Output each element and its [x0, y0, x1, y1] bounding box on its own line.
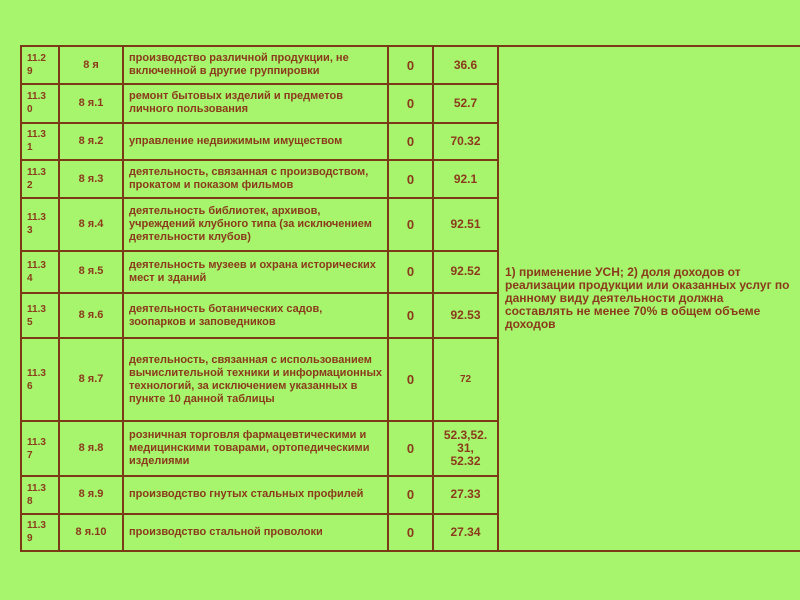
row-zero: 0 [388, 123, 433, 160]
row-okved-code: 36.6 [433, 46, 498, 84]
row-zero: 0 [388, 160, 433, 198]
row-okved-code: 92.1 [433, 160, 498, 198]
row-reference: 8 я.1 [59, 84, 123, 122]
row-description: управление недвижимым имуществом [123, 123, 388, 160]
row-reference: 8 я.2 [59, 123, 123, 160]
table-row [21, 46, 800, 84]
row-description: производство гнутых стальных профилей [123, 476, 388, 513]
row-code: 11.3 5 [21, 293, 59, 338]
row-code: 11.3 1 [21, 123, 59, 160]
row-zero: 0 [388, 293, 433, 338]
row-okved-code: 27.34 [433, 514, 498, 551]
row-description: розничная торговля фармацевтическими и медицинскими товарами, ортопедическими изделиями [123, 421, 388, 476]
row-reference: 8 я.9 [59, 476, 123, 513]
row-reference: 8 я.3 [59, 160, 123, 198]
conditions-cell: 1) применение УСН; 2) доля доходов от реализации продукции или оказанных услуг по данному виду деятельности должна составлять не менее 70% в общем объеме доходов [498, 46, 800, 551]
row-description: деятельность библиотек, архивов, учреждений клубного типа (за исключением деятельности клубов) [123, 198, 388, 250]
row-okved-code: 92.51 [433, 198, 498, 250]
row-zero: 0 [388, 514, 433, 551]
row-code: 11.3 0 [21, 84, 59, 122]
row-zero: 0 [388, 198, 433, 250]
activity-table-container [20, 45, 800, 552]
row-reference: 8 я.10 [59, 514, 123, 551]
row-okved-code: 27.33 [433, 476, 498, 513]
row-description: деятельность ботанических садов, зоопарков и заповедников [123, 293, 388, 338]
row-code: 11.2 9 [21, 46, 59, 84]
row-code: 11.3 8 [21, 476, 59, 513]
row-code: 11.3 4 [21, 251, 59, 293]
row-reference: 8 я.8 [59, 421, 123, 476]
row-code: 11.3 3 [21, 198, 59, 250]
row-description: ремонт бытовых изделий и предметов личного пользования [123, 84, 388, 122]
row-okved-code: 70.32 [433, 123, 498, 160]
row-reference: 8 я.4 [59, 198, 123, 250]
row-description: деятельность, связанная с использованием вычислительной техники и информационных технологий, за исключением указанных в пункте 10 данной таблицы [123, 338, 388, 421]
row-code: 11.3 7 [21, 421, 59, 476]
row-zero: 0 [388, 421, 433, 476]
row-reference: 8 я [59, 46, 123, 84]
row-zero: 0 [388, 338, 433, 421]
row-okved-code: 72 [433, 338, 498, 421]
row-code: 11.3 2 [21, 160, 59, 198]
row-code: 11.3 9 [21, 514, 59, 551]
activity-table [20, 45, 800, 552]
row-okved-code: 92.52 [433, 251, 498, 293]
row-reference: 8 я.5 [59, 251, 123, 293]
row-description: деятельность, связанная с производством, прокатом и показом фильмов [123, 160, 388, 198]
row-description: деятельность музеев и охрана исторических мест и зданий [123, 251, 388, 293]
row-zero: 0 [388, 46, 433, 84]
row-description: производство стальной проволоки [123, 514, 388, 551]
row-okved-code: 52.3,52. 31, 52.32 [433, 421, 498, 476]
row-zero: 0 [388, 476, 433, 513]
row-reference: 8 я.6 [59, 293, 123, 338]
row-description: производство различной продукции, не включенной в другие группировки [123, 46, 388, 84]
row-code: 11.3 6 [21, 338, 59, 421]
row-okved-code: 92.53 [433, 293, 498, 338]
row-reference: 8 я.7 [59, 338, 123, 421]
row-okved-code: 52.7 [433, 84, 498, 122]
row-zero: 0 [388, 251, 433, 293]
row-zero: 0 [388, 84, 433, 122]
